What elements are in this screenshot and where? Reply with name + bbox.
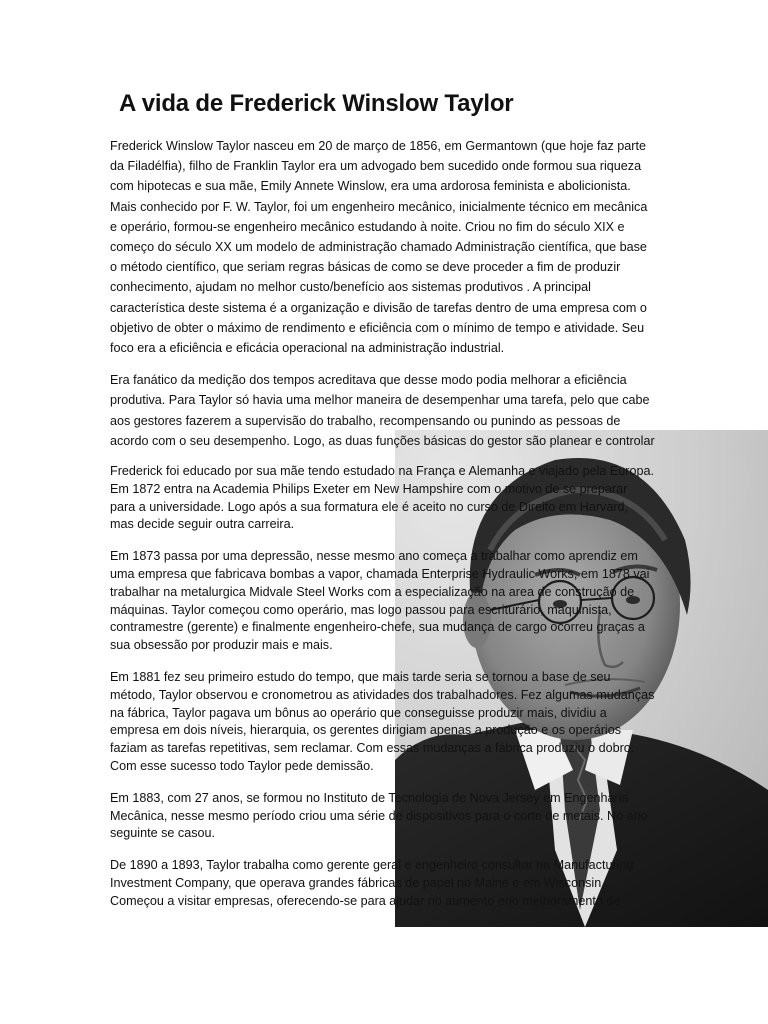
page-title: A vida de Frederick Winslow Taylor — [119, 90, 514, 117]
paragraph: Em 1883, com 27 anos, se formou no Instituto de Tecnologia de Nova Jersey em Engenharia Mecânica, nesse mesmo período criou uma série de dispositivos para o corte de metais. No ano seguinte se casou. — [110, 790, 648, 841]
paragraph: Frederick foi educado por sua mãe tendo estudado na França e Alemanha e viajado pela Europa. Em 1872 entra na Academia Philips Exeter em New Hampshire com o motivo de se preparar para a universidade. Logo após a sua formatura ele é aceito no curso de Direito em Harvard, mas decide seguir outra carreira. — [110, 464, 654, 532]
body-text — [110, 136, 655, 925]
paragraph: Em 1881 fez seu primeiro estudo do tempo, que mais tarde seria se tornou a base de seu método, Taylor observou e cronometrou as atividades dos trabalhadores. Fez algumas mudanças na fábrica, Taylor pagava um bônus ao operário que conseguisse produzir mais, dividiu a empresa em dois níveis, hierarquia, os gerentes dirigiam apenas a produção e os operários faziam as tarefas repetitivas, sem reclamar. Com essas mudanças a fábrica produziu o dobro. Com esse sucesso todo Taylor pede demissão. — [110, 670, 655, 773]
paragraph: Em 1873 passa por uma depressão, nesse mesmo ano começa a trabalhar como aprendiz em uma empresa que fabricava bombas a vapor, chamada Enterprise Hydraulic Works, em 1878 vai trabalhar na metalurgica Midvale Steel Works com a especialização na area de construção de máquinas. Taylor começou como operário, mas logo passou para escriturário, maquinista, contramestre (gerente) e finalmente engenheiro-chefe, sua mudança de cargo ocorreu graças a sua obsessão por produzir mais e mais. — [110, 549, 650, 653]
paragraph: Frederick Winslow Taylor nasceu em 20 de março de 1856, em Germantown (que hoje faz parte da Filadélfia), filho de Franklin Taylor era um advogado bem sucedido onde formou sua riqueza com hipotecas e sua mãe, Emily Annete Winslow, era uma ardorosa feminista e abolicionista. Mais conhecido por F. W. Taylor, foi um engenheiro mecânico, inicialmente técnico em mecânica e operário, formou-se engenheiro mecânico estudando à noite. Criou no fim do século XIX e começo do século XX um modelo de administração chamado Administração científica, que base o método científico, que seriam regras básicas de como se deve proceder a fim de produzir conhecimento, ajudam no melhor custo/benefício aos sistemas produtivos . A principal característica deste sistema é a organização e divisão de tarefas dentro de uma empresa com o objetivo de obter o máximo de rendimento e eficiência com o mínimo de tempo e atividade. Seu foco era a eficiência e eficácia operacional na administração industrial. — [110, 139, 648, 356]
paragraph: Era fanático da medição dos tempos acreditava que desse modo podia melhorar a eficiência produtiva. Para Taylor só havia uma melhor maneira de desempenhar uma tarefa, pelo que cabe aos gestores fazerem a supervisão do trabalho, recompensando ou punindo as pessoas de acordo com o seu desempenho. Logo, as duas funções básicas do gestor são planear e controlar — [110, 373, 655, 448]
paragraph: De 1890 a 1893, Taylor trabalha como gerente geral e engenheiro consultor na Manufacturing Investment Company, que operava grandes fábricas de papel no Maine e em Wisconsin. Começou a visitar empresas, oferecendo-se para ajudar no aumento eno melhoramento de — [110, 858, 634, 908]
